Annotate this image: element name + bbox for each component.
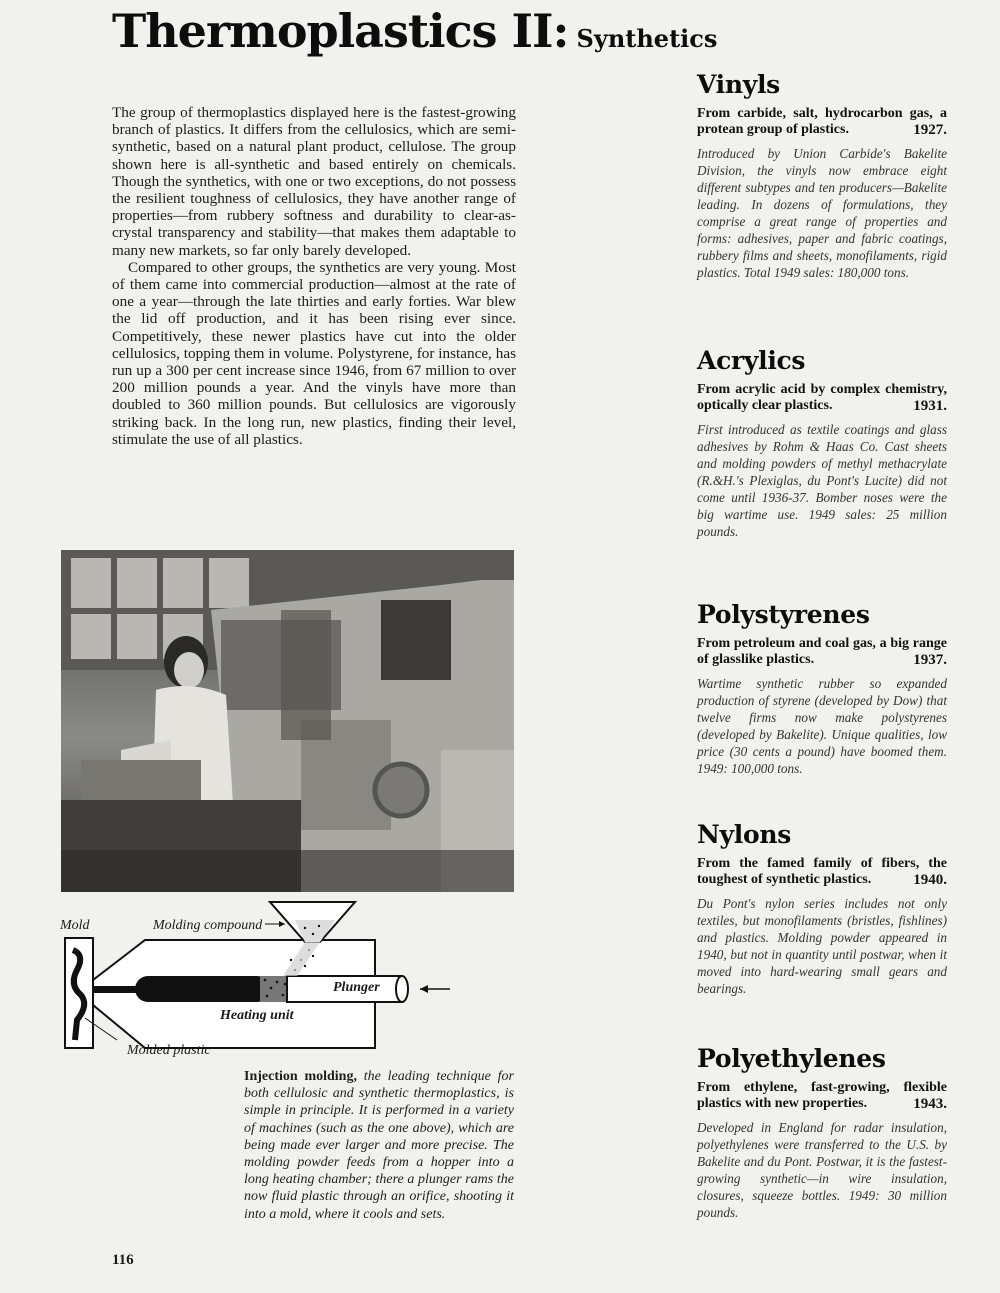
section-year: 1931. <box>913 398 947 415</box>
injection-molding-diagram <box>55 900 515 1065</box>
title-subtitle: Synthetics <box>576 24 718 53</box>
label-heating-unit: Heating unit <box>220 1008 294 1023</box>
section-year: 1940. <box>913 872 947 889</box>
label-molded-plastic: Molded plastic <box>127 1043 211 1058</box>
diagram-caption <box>244 1068 514 1223</box>
section-body: First introduced as textile coatings and glass adhesives by Rohm & Haas Co. Cast sheets and molding powders of methyl methacrylate (R.&H.'s Plexiglas, du Pont's Lucite) did not come until 1936-37. Bomber noses were the big wartime use. 1949 sales: 25 million pounds. <box>697 421 947 539</box>
machine-photo <box>61 550 514 892</box>
diagram-graphic <box>55 900 515 1065</box>
section-year: 1937. <box>913 652 947 669</box>
section-polyethylenes <box>697 1044 947 1221</box>
section-acrylics <box>697 346 947 540</box>
label-molding-compound: Molding compound <box>153 918 263 933</box>
section-title: Polyethylenes <box>697 1044 886 1073</box>
section-lead-text: From petroleum and coal gas, a big range of glasslike plastics. <box>697 636 947 668</box>
caption-text: the leading technique for both cellulosic and synthetic thermoplastics, is simple in principle. It is performed in a variety of machines (such as the one above), which are being made ever larger and more precise. The molding powder feeds from a hopper into a long heating chamber; there a plunger rams the now fluid plastic through an orifice, shooting it into a mold, where it cools and sets. <box>244 1069 514 1222</box>
page-number: 116 <box>112 1252 134 1268</box>
intro-paragraph-1: The group of thermoplastics displayed here is the fastest-growing branch of plastics. It differs from the cellulosics, which are semi-synthetic, based on a natural plant product, cellulose. The group shown here is all-synthetic and based entirely on chemicals. Though the synthetics, with one or two exceptions, do not possess the resilient toughness of cellulosics, they have another range of properties—from rubbery softness and durability to clear-as-crystal transparency and stability—that makes them adaptable to many new markets, so far only barely developed. <box>112 104 516 259</box>
section-lead <box>697 636 947 669</box>
page-title <box>112 4 717 58</box>
section-nylons <box>697 820 947 997</box>
title-main: Thermoplastics II: <box>112 4 569 58</box>
section-title: Vinyls <box>697 70 780 99</box>
section-title: Acrylics <box>697 346 806 375</box>
section-lead <box>697 856 947 889</box>
section-lead <box>697 106 947 139</box>
section-vinyls <box>697 70 947 281</box>
section-lead-text: From ethylene, fast-growing, flexible plastics with new properties. <box>697 1080 947 1112</box>
section-body: Du Pont's nylon series includes not only textiles, but monofilaments (bristles, fishlines) and plastics. Molding powder appeared in 1940, but not in quantity until postwar, when it moved into hard-wearing small gears and bearings. <box>697 895 947 996</box>
section-lead <box>697 382 947 415</box>
intro-paragraph-2: Compared to other groups, the synthetics are very young. Most of them came into commercial production—almost at the rate of one a year—through the late thirties and early forties. War blew the lid off production, and it has been rising ever since. Competitively, these newer plastics have cut into the older cellulosics, topping them in volume. Polystyrene, for instance, has run up a 300 per cent increase since 1946, from 67 million to over 200 million pounds a year. And the vinyls have more than doubled to 360 million pounds. But cellulosics are vigorously striking back. In the long run, new plastics, finding their level, stimulate the use of all plastics. <box>112 258 516 448</box>
section-body: Developed in England for radar insulation, polyethylenes were transferred to the U.S. by Bakelite and du Pont. Postwar, it is the fastest-growing synthetic—in wire insulation, closures, squeeze bottles. 1949: 30 million pounds. <box>697 1119 947 1220</box>
section-lead-text: From acrylic acid by complex chemistry, optically clear plastics. <box>697 382 947 414</box>
section-body: Introduced by Union Carbide's Bakelite Division, the vinyls now embrace eight different subtypes and ten producers—Bakelite leading. In dozens of formulations, they comprise a great range of properties and forms: adhesives, paper and fabric coatings, rubbery films and sheets, monofilaments, rigid plastics. Total 1949 sales: 180,000 tons. <box>697 145 947 280</box>
section-year: 1943. <box>913 1096 947 1113</box>
section-lead-text: From the famed family of fibers, the toughest of synthetic plastics. <box>697 856 947 888</box>
section-body: Wartime synthetic rubber so expanded production of styrene (developed by Dow) that twelve firms now make polystyrenes (developed by Bakelite). Unique qualities, low price (30 cents a pound) have boomed them. 1949: 100,000 tons. <box>697 675 947 776</box>
caption-lead: Injection molding, <box>244 1069 357 1084</box>
label-plunger: Plunger <box>333 980 380 995</box>
section-lead <box>697 1080 947 1113</box>
label-mold: Mold <box>60 918 90 933</box>
section-title: Polystyrenes <box>697 600 870 629</box>
machine-photo-illustration <box>61 550 514 892</box>
section-year: 1927. <box>913 122 947 139</box>
section-polystyrenes <box>697 600 947 777</box>
section-lead-text: From carbide, salt, hydrocarbon gas, a protean group of plastics. <box>697 106 947 138</box>
intro-text <box>112 104 516 448</box>
section-title: Nylons <box>697 820 792 849</box>
